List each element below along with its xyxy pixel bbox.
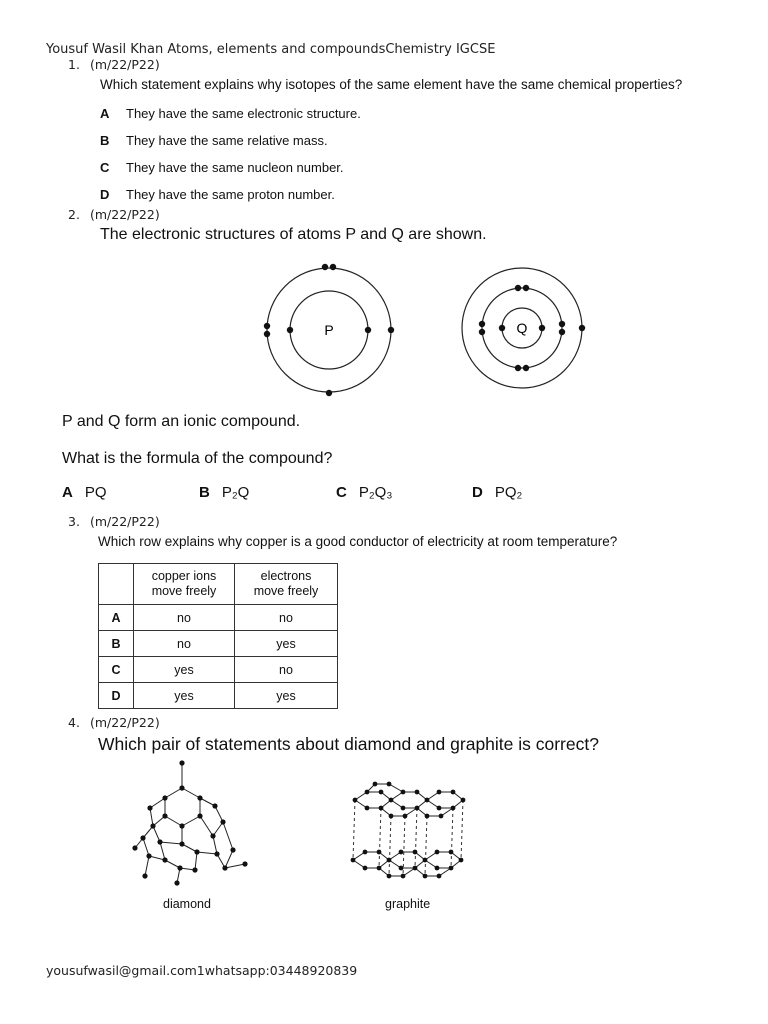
table-row: A no no [99, 605, 338, 631]
table-row: B no yes [99, 631, 338, 657]
question-1-option-b: B They have the same relative mass. [100, 133, 328, 148]
table-row: D yes yes [99, 683, 338, 709]
question-2-text: The electronic structures of atoms P and Q are shown. [100, 226, 487, 243]
question-4-number: 4. (m/22/P22) [68, 715, 160, 730]
question-1-text: Which statement explains why isotopes of the same element have the same chemical properties? [100, 77, 683, 92]
question-2-option-d: D PQ₂ [472, 484, 523, 501]
atom-q-diagram [462, 268, 585, 388]
table-row: C yes no [99, 657, 338, 683]
atom-q-label: Q [516, 320, 528, 336]
question-2-option-c: C P₂Q₃ [336, 484, 393, 501]
column-header-copper-ions: copper ions move freely [134, 564, 235, 605]
question-3-number: 3. (m/22/P22) [68, 514, 160, 529]
question-2-option-b: B P₂Q [199, 484, 250, 501]
question-2-number: 2. (m/22/P22) [68, 207, 160, 222]
graphite-structure-diagram [345, 778, 475, 888]
page-header: Yousuf Wasil Khan Atoms, elements and compoundsChemistry IGCSE [46, 42, 496, 57]
question-1-number: 1. (m/22/P22) [68, 57, 160, 72]
table-header-row [99, 564, 338, 605]
graphite-caption: graphite [385, 897, 431, 911]
question-3-text: Which row explains why copper is a good conductor of electricity at room temperature? [98, 534, 618, 549]
question-1-option-c: C They have the same nucleon number. [100, 160, 344, 175]
electronic-structures-diagram [250, 258, 610, 408]
question-3-table [98, 563, 338, 709]
atom-p-diagram [264, 264, 394, 396]
diamond-structure-diagram [125, 758, 265, 893]
atom-p-label: P [324, 322, 334, 338]
question-1-option-d: D They have the same proton number. [100, 187, 335, 202]
question-2-line2: What is the formula of the compound? [62, 450, 333, 467]
question-2-option-a: A PQ [62, 484, 107, 501]
diamond-caption: diamond [163, 897, 211, 911]
question-4-text: Which pair of statements about diamond and graphite is correct? [98, 734, 599, 754]
column-header-electrons: electrons move freely [235, 564, 338, 605]
question-2-line1: P and Q form an ionic compound. [62, 413, 301, 430]
page-footer: yousufwasil@gmail.com1whatsapp:03448920839 [46, 963, 358, 978]
question-1-option-a: A They have the same electronic structure. [100, 106, 361, 121]
